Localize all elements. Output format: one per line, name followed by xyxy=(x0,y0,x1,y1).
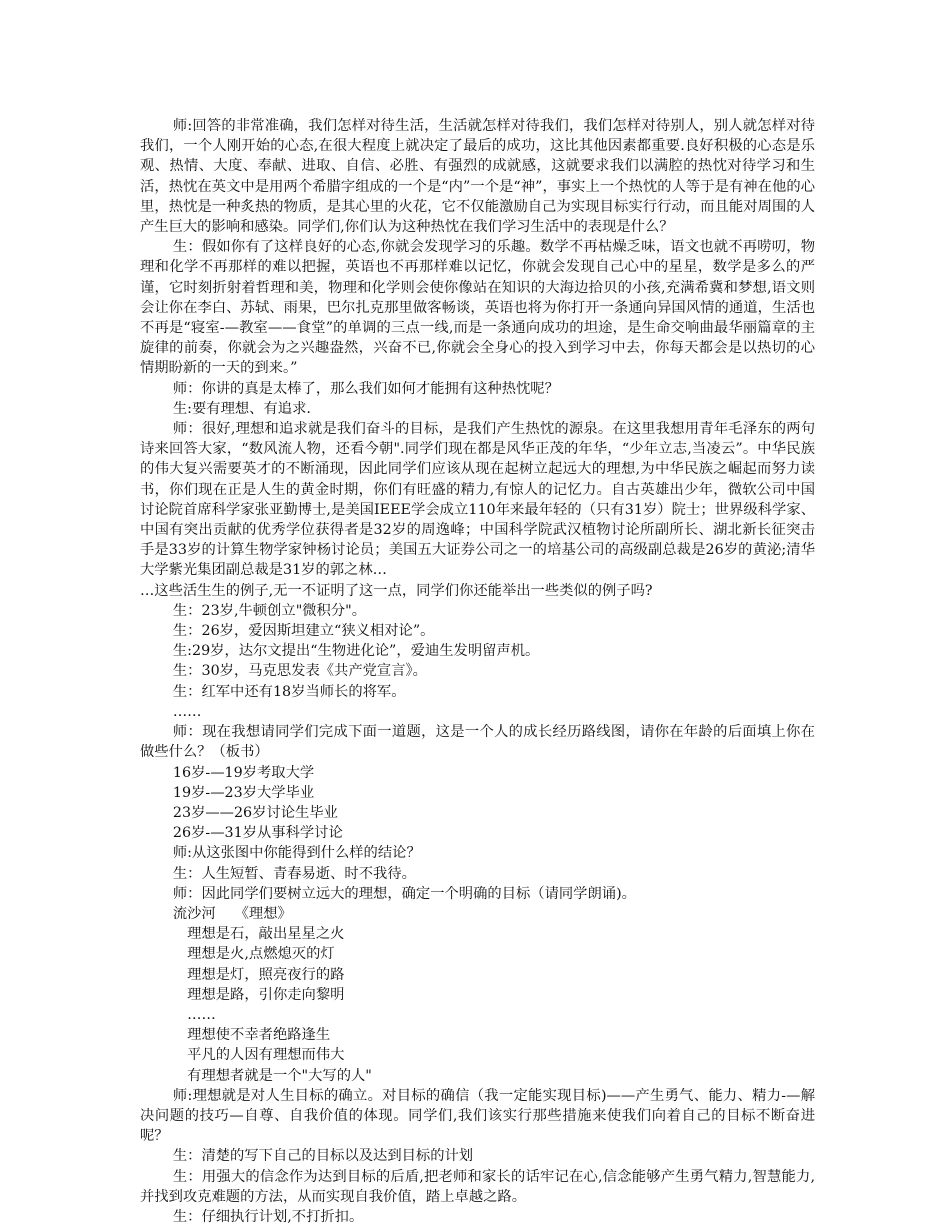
timeline-item: 26岁-—31岁从事科学讨论 xyxy=(172,825,343,842)
paragraph-teacher-attitude: 师:回答的非常准确，我们怎样对待生活，生活就怎样对待我们，我们怎样对待别人，别人就怎样对待我们，一个人刚开始的心态,在很大程度上就决定了最后的成功，这比其他因素都重要.良好积极的心态是乐观、热情、大度、奉献、进取、自信、必胜、有强烈的成就感，这就要求我们以满腔的热忱对待学习和生活，热忱在英文中是用两个希腊字组成的一个是“内”一个是“神”，事实上一个热忱的人等于是有神在他的心里，热忱是一种炙热的物质，是其心里的火花，它不仅能激励自己为实现目标实行行动，而且能对周围的人产生巨大的影响和感染。同学们,你们认为这种热忱在我们学习生活中的表现是什么？ xyxy=(140,118,815,236)
poem-line: 理想是火,点燃熄灭的灯 xyxy=(172,946,335,963)
poem-line: 理想是路，引你走向黎明 xyxy=(172,986,345,1003)
poem-line: 有理想者就是一个"大写的人" xyxy=(172,1067,372,1084)
poem-line: 理想是石，敲出星星之火 xyxy=(172,926,345,943)
paragraph-teacher-timeline: 师：现在我想请同学们完成下面一道题，这是一个人的成长经历路线图，请你在年龄的后面填上你在做些什么？（板书） xyxy=(140,724,815,761)
paragraph-student-enthusiasm: 生：假如你有了这样良好的心态,你就会发现学习的乐趣。数学不再枯燥乏味，语文也就不再唠叨，物理和化学不再那样的难以把握，英语也不再那样难以记忆，你就会发现自己心中的星星，数学是多么的严谨，它时刻折射着哲理和美，物理和化学则会使你像站在知识的大海边拾贝的小孩,充满希冀和梦想,语文则会让你在李白、苏轼、雨果，巴尔扎克那里做客畅谈，英语也将为你打开一条通向异国风情的通道，生活也不再是“寝室-—教室——食堂”的单调的三点一线,而是一条通向成功的坦途，是生命交响曲最华丽篇章的主旋律的前奏，你就会为之兴趣盎然，兴奋不已,你就会全身心的投入到学习中去，你每天都会是以热切的心情期盼新的一天的到来。” xyxy=(140,239,815,377)
paragraph-student-ideal: 生:要有理想、有追求. xyxy=(172,400,311,417)
ellipsis: …… xyxy=(172,703,202,720)
paragraph-teacher-ideals: 师：很好,理想和追求就是我们奋斗的目标，是我们产生热忱的源泉。在这里我想用青年毛泽东的两句诗来回答大家，“数风流人物，还看今朝".同学们现在都是风华正茂的年华，“少年立志,当凌云”。中华民族的伟大复兴需要英才的不断涌现，因此同学们应该从现在起树立起远大的理想,为中华民族之崛起而努力读书，你们现在正是人生的黄金时期，你们有旺盛的精力,有惊人的记忆力。自古英雄出少年，微软公司中国讨论院首席科学家张亚勤博士,是美国IEEE学会成立110年来最年轻的（只有31岁）院士；世界级科学家、中国有突出贡献的优秀学位获得者是32岁的周逸峰；中国科学院武汉植物讨论所副所长、湖北新长征突击手是33岁的计算生物学家钟杨讨论员；美国五大证券公司之一的培基公司的高级副总裁是26岁的黄泌;清华大学紫光集团副总裁是31岁的郭之林… xyxy=(140,421,815,579)
example-red-army: 生：红军中还有18岁当师长的将军。 xyxy=(172,683,406,700)
document-body xyxy=(140,116,815,1227)
paragraph-teacher-goal: 师:理想就是对人生目标的确立。对目标的确信（我一定能实现目标)——产生勇气、能力、精力-—解决问题的技巧—自尊、自我价值的体现。同学们,我们该实行那些措施来使我们向着自己的目标不断奋进呢？ xyxy=(140,1087,815,1145)
paragraph-student-execute: 生：仔细执行计划,不打折扣。 xyxy=(172,1208,364,1225)
poem-line: 理想使不幸者绝路逢生 xyxy=(172,1027,331,1044)
timeline-item: 23岁——26岁讨论生毕业 xyxy=(172,804,338,821)
example-einstein: 生：26岁，爱因斯坦建立“狭义相对论”。 xyxy=(172,623,435,640)
timeline-item: 16岁-—19岁考取大学 xyxy=(172,764,315,781)
paragraph-teacher-examples-end: …这些活生生的例子,无一不证明了这一点，同学们你还能举出一些类似的例子吗? xyxy=(140,582,653,599)
poem-ellipsis: …… xyxy=(172,1006,216,1023)
poem-line: 理想是灯，照亮夜行的路 xyxy=(172,966,345,983)
paragraph-student-plan: 生：清楚的写下自己的目标以及达到目标的计划 xyxy=(172,1148,474,1165)
timeline-item: 19岁-—23岁大学毕业 xyxy=(172,784,315,801)
paragraph-student-belief: 生：用强大的信念作为达到目标的后盾,把老师和家长的话牢记在心,信念能够产生勇气精力,智慧能力,并找到攻克难题的方法，从而实现自我价值，踏上卓越之路。 xyxy=(140,1168,815,1205)
paragraph-student-conclusion: 生：人生短暂、青春易逝、时不我待。 xyxy=(172,865,416,882)
poem-title: 流沙河 《理想》 xyxy=(172,905,292,922)
example-marx: 生：30岁，马克思发表《共产党宣言》。 xyxy=(172,663,427,680)
example-darwin: 生:29岁，达尔文提出“生物进化论”，爱迪生发明留声机。 xyxy=(172,643,540,660)
paragraph-teacher-recite: 师：因此同学们要树立远大的理想，确定一个明确的目标（请同学朗诵)。 xyxy=(172,885,636,902)
paragraph-teacher-conclusion-question: 师:从这张图中你能得到什么样的结论？ xyxy=(172,845,421,862)
example-newton: 生：23岁,牛顿创立"微积分"。 xyxy=(172,602,367,619)
poem-line: 平凡的人因有理想而伟大 xyxy=(172,1047,345,1064)
paragraph-teacher-question: 师：你讲的真是太棒了，那么我们如何才能拥有这种热忱呢？ xyxy=(172,380,559,397)
